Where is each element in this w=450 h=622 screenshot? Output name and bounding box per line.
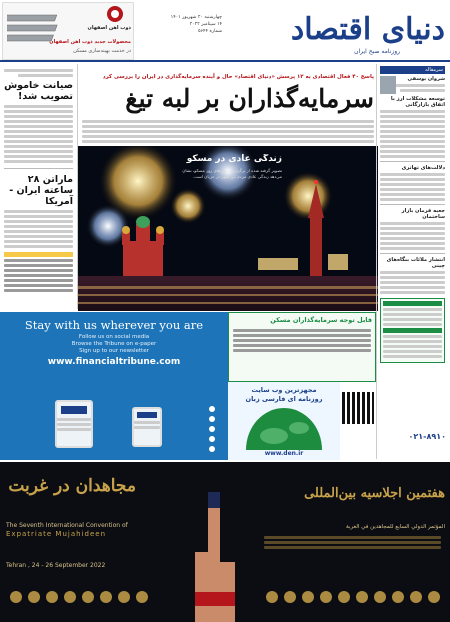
- bottom-ad-details: [260, 534, 445, 551]
- ft-ad-title: Stay with us wherever you are: [24, 318, 204, 332]
- right-column: [376, 64, 448, 459]
- hero-caption-title: زندگی عادی در مسکو: [186, 154, 282, 164]
- date-line-2: ۱۴ سپتامبر ۲۰۲۲: [189, 22, 222, 27]
- phone-device-icon: [132, 407, 162, 447]
- bottom-fa-right: مجاهدان در غربت: [8, 476, 136, 496]
- ft-ad-line1: Follow us on social media: [78, 334, 150, 340]
- lead-text: [78, 118, 378, 146]
- ft-ad-line2: Browse the Tribune on e-paper: [71, 341, 157, 347]
- ad-text-2: در خدمت بهینه‌سازی مسکن: [73, 48, 131, 54]
- left-item2-title[interactable]: ماراتن ۲۸ ساعته ایران - آمریکا: [9, 174, 73, 207]
- bottom-fa-title: هفتمین اجلاسیه بین‌المللی: [304, 486, 445, 501]
- qr-code-icon: [342, 392, 374, 424]
- hero-caption-body: تصویر گرفته شده از برگزاری جشن‌های روز مسکو، نشان می‌دهد زندگی عادی مردم این شهر در جریان است.: [182, 168, 282, 179]
- qr-ad[interactable]: [340, 382, 376, 460]
- sponsor-logos-right: [260, 577, 445, 617]
- green-ad-title: قابل توجه سرمایه‌گذاران مسکن: [270, 316, 372, 324]
- tablet-device-icon: [55, 400, 93, 448]
- zobahan-logo-icon: [101, 5, 129, 25]
- left-box-header: [4, 252, 73, 257]
- issue-number: شماره ۵۶۴۴: [198, 29, 222, 34]
- masthead: [0, 0, 450, 62]
- left-column: [0, 64, 78, 309]
- right-h2[interactable]: دلالت‌های تهاتری: [401, 165, 445, 171]
- author-avatar: [380, 76, 396, 94]
- den-ad-line1: مجهزترین وب سایت: [251, 386, 317, 394]
- bottom-en-2: Expatriate Mujahideen: [6, 530, 107, 538]
- den-ad-line2: روزنامه ای فارسی زبان: [245, 395, 323, 403]
- bottom-en-1: The Seventh International Convention of: [6, 522, 128, 529]
- headline[interactable]: سرمایه‌گذاران بر لبه تیغ: [125, 84, 374, 113]
- globe-icon: [244, 406, 324, 450]
- expatriate-mujahideen-ad[interactable]: [0, 462, 450, 622]
- newspaper-logo: دنیای اقتصاد: [290, 12, 445, 47]
- right-notice-box: [380, 298, 445, 363]
- ft-ad-line3: Sign up to our newsletter: [79, 348, 149, 354]
- date-line-1: چهارشنبه ۲۰ شهریور ۱۴۰۱: [170, 15, 222, 20]
- left-item1-title[interactable]: صیانت خاموش تصویب شد!: [4, 80, 73, 102]
- right-h3[interactable]: جعبه فرمان بازار ساختمان: [401, 208, 445, 220]
- bottom-en-dates: Tehran , 24 - 26 September 2022: [6, 562, 106, 569]
- den-ad-url[interactable]: www.den.ir: [264, 450, 304, 457]
- phone-number[interactable]: ۰۲۱-۸۹۱۰: [408, 432, 446, 441]
- headline-kicker: پاسخ ۴۰ فعال اقتصادی به ۱۲ پرسش «دنیای اقتصاد» حال و آینده سرمایه‌گذاری در ایران را بررسی کرد: [102, 74, 374, 80]
- issue-info: [140, 14, 222, 52]
- newspaper-subtitle: روزنامه صبح ایران: [354, 48, 400, 55]
- ft-ad-url[interactable]: www.financialtribune.com: [47, 357, 181, 367]
- hand-finger-illustration: [180, 482, 250, 622]
- bottom-ar: المؤتمر الدولي السابع للمجاهدين في الغربة: [346, 524, 445, 530]
- editorial-label: سرمقاله: [380, 66, 445, 74]
- top-ad-zobahan[interactable]: [2, 2, 134, 60]
- hero-photo-moscow[interactable]: [78, 146, 378, 311]
- right-h4[interactable]: انتشار ملائات بنگاه‌های چینی: [386, 257, 445, 269]
- author-name: شروان یوسفی: [407, 76, 445, 82]
- sponsor-logos: [6, 577, 176, 617]
- social-icons: [205, 404, 219, 454]
- housing-investors-ad[interactable]: [228, 312, 376, 382]
- right-h1[interactable]: توسعه مشکلات ارز با اتفاق بازارگانی: [390, 96, 445, 108]
- ad-brand: ذوب آهن اصفهان: [87, 25, 131, 31]
- ad-text-1: محصولات جدید ذوب آهن اصفهان: [49, 39, 131, 45]
- financial-tribune-ad[interactable]: [0, 312, 228, 460]
- den-website-ad[interactable]: [228, 382, 340, 460]
